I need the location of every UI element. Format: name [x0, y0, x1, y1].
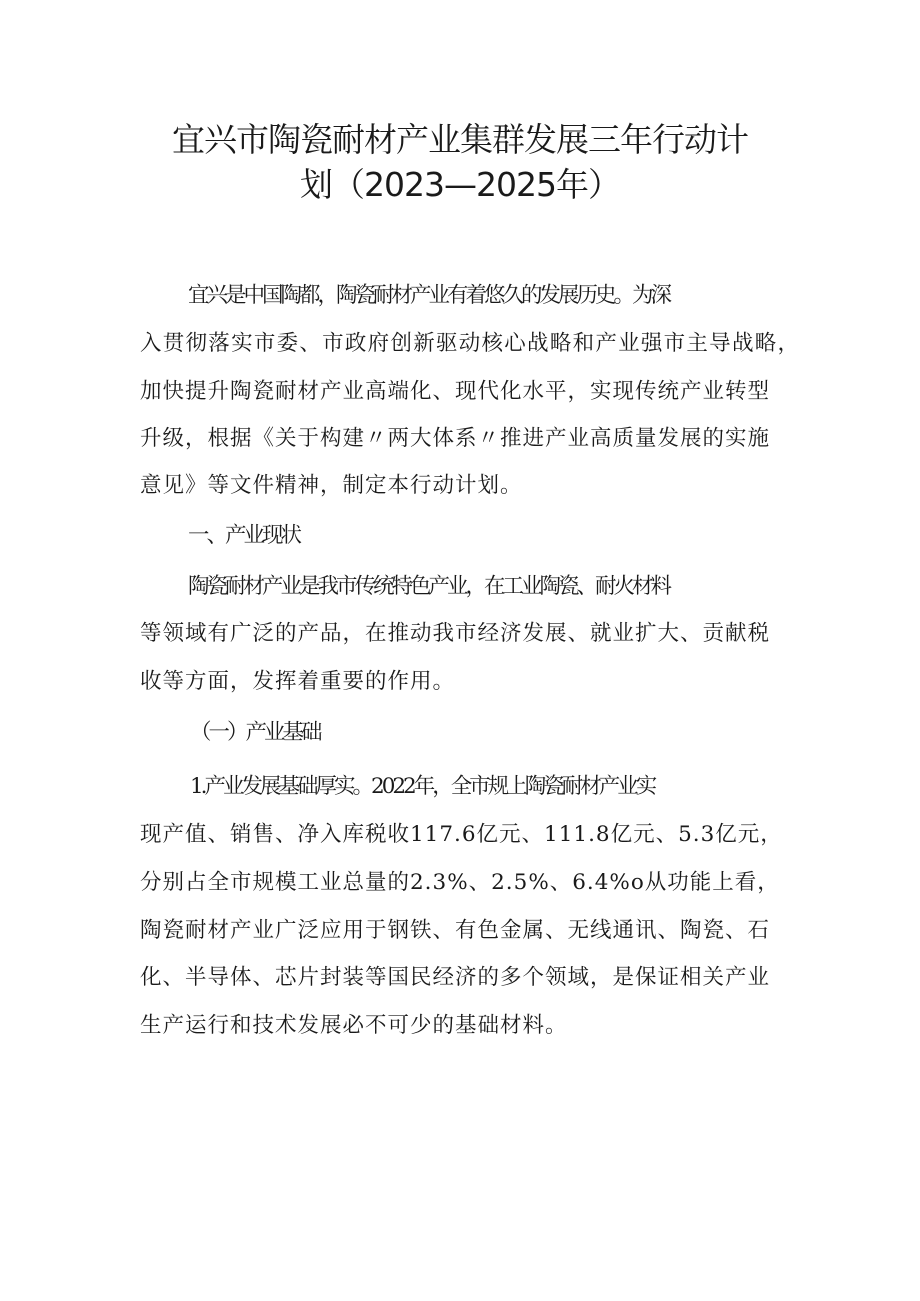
document-title-line-1: 宜兴市陶瓷耐材产业集群发展三年行动计	[172, 120, 748, 159]
point-paragraph-line: 现产值、销售、净入库税收117.6亿元、111.8亿元、5.3亿元，	[140, 822, 783, 847]
section-paragraph-line: 等领域有广泛的产品，在推动我市经济发展、就业扩大、贡献税	[140, 621, 771, 646]
point-paragraph-line: 化、半导体、芯片封装等国民经济的多个领域，是保证相关产业	[140, 965, 771, 990]
intro-paragraph-line: 意见》等文件精神，制定本行动计划。	[140, 473, 523, 498]
section-heading: 一、产业现状	[188, 523, 300, 548]
point-paragraph-line: 1.产业发展基础厚实。2022年，全市规上陶瓷耐材产业实	[190, 774, 655, 799]
intro-paragraph-line: 升级，根据《关于构建〃两大体系〃推进产业高质量发展的实施	[140, 426, 771, 451]
intro-paragraph-line: 加快提升陶瓷耐材产业高端化、现代化水平，实现传统产业转型	[140, 379, 771, 404]
point-paragraph-line: 生产运行和技术发展必不可少的基础材料。	[140, 1013, 568, 1038]
intro-paragraph-line: 入贯彻落实市委、市政府创新驱动核心战略和产业强市主导战略，	[140, 331, 800, 356]
point-paragraph-line: 陶瓷耐材产业广泛应用于钢铁、有色金属、无线通讯、陶瓷、石	[140, 918, 771, 943]
section-paragraph-line: 收等方面，发挥着重要的作用。	[140, 669, 456, 694]
section-paragraph-line: 陶瓷耐材产业是我市传统特色产业，在工业陶瓷、耐火材料	[188, 574, 670, 599]
document-title-line-2: 划（2023—2025年）	[300, 165, 620, 204]
subsection-heading: （一）产业基础	[190, 720, 320, 745]
intro-paragraph-line: 宜兴是中国陶都，陶瓷耐材产业有着悠久的发展历史。为深	[188, 283, 670, 308]
point-paragraph-line: 分别占全市规模工业总量的2.3%、2.5%、6.4%o从功能上看，	[140, 870, 780, 895]
